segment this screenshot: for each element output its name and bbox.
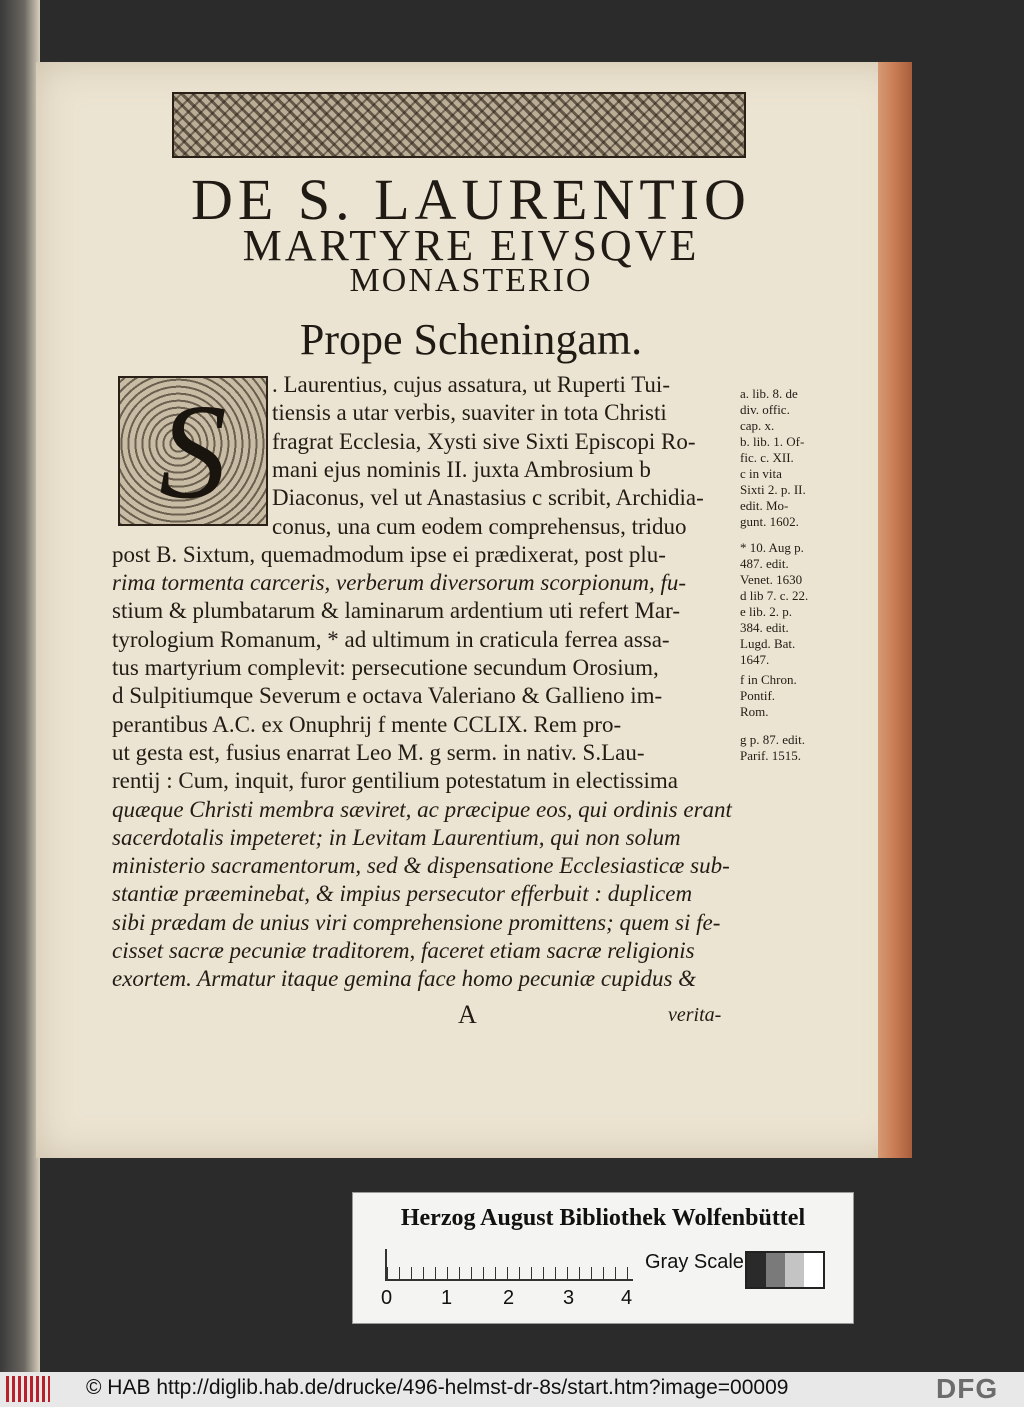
title-subtitle: Prope Scheningam. [299, 315, 643, 364]
margin-note: e lib. 2. p. [740, 604, 792, 619]
headpiece-ornament [172, 92, 746, 158]
body-line: mani ejus nominis II. juxta Ambrosium b [272, 456, 651, 482]
body-line: fragrat Ecclesia, Xysti sive Sixti Episcopi Ro- [272, 428, 696, 454]
ruler-number: 1 [441, 1287, 453, 1309]
body-line: tyrologium Romanum, * ad ultimum in craticula ferrea assa- [112, 626, 670, 652]
body-line: sacerdotalis impeteret; in Levitam Laurentium, qui non solum [112, 824, 681, 850]
scale-ruler [385, 1249, 633, 1281]
body-line: d Sulpitiumque Severum e octava Valeriano & Gallieno im- [112, 683, 663, 709]
margin-note: * 10. Aug p. [740, 540, 804, 555]
margin-note: Lugd. Bat. [740, 636, 796, 651]
body-line: rentij : Cum, inquit, furor gentilium potestatum in electissima [112, 768, 678, 794]
margin-note: 384. edit. [740, 620, 789, 635]
signature-mark: A [458, 1000, 477, 1029]
title-line-3: MONASTERIO [349, 262, 593, 299]
gray-swatch [804, 1253, 823, 1287]
margin-note: Parif. 1515. [740, 748, 802, 763]
body-line: sibi prædam de unius viri comprehensione promittens; quem si fe- [112, 909, 721, 935]
margin-note: Rom. [740, 704, 769, 719]
margin-note: g p. 87. edit. [740, 732, 805, 747]
body-line: ministerio sacramentorum, sed & dispensatione Ecclesiasticæ sub- [112, 853, 730, 879]
footer-copyright-link[interactable]: © HAB http://diglib.hab.de/drucke/496-helmst-dr-8s/start.htm?image=00009 [86, 1376, 789, 1399]
body-line: quæque Christi membra sæviret, ac præcipue eos, qui ordinis erant [112, 796, 732, 822]
margin-note: 487. edit. [740, 556, 789, 571]
margin-note: gunt. 1602. [740, 514, 799, 529]
gray-scale-swatches [745, 1251, 825, 1289]
body-line: tiensis a utar verbis, suaviter in tota Christi [272, 400, 667, 426]
body-line: post B. Sixtum, quemadmodum ipse ei prædixerat, post plu- [112, 541, 666, 567]
body-line: conus, una cum eodem comprehensus, triduo [272, 513, 687, 539]
gray-scale-label: Gray Scale [645, 1251, 744, 1273]
gray-swatch [766, 1253, 785, 1287]
ruler-number: 2 [503, 1287, 515, 1309]
body-line: tus martyrium complevit: persecutione secundum Orosium, [112, 655, 659, 680]
hab-logo-icon [6, 1376, 50, 1402]
body-line: stium & plumbatarum & laminarum ardentium uti refert Mar- [112, 598, 681, 624]
gray-swatch [785, 1253, 804, 1287]
margin-note: edit. Mo- [740, 498, 789, 513]
body-line: ut gesta est, fusius enarrat Leo M. g serm. in nativ. S.Lau- [112, 739, 645, 765]
title-line-2: MARTYRE EIVSQVE [242, 221, 700, 270]
decorated-initial [118, 376, 268, 526]
body-line: rima tormenta carceris, verberum diversorum scorpionum, fu- [112, 570, 687, 596]
margin-note: Pontif. [740, 688, 776, 703]
ruler-number: 0 [381, 1287, 393, 1309]
margin-note: a. lib. 8. de [740, 386, 798, 401]
drop-cap-letter: S [159, 377, 227, 527]
ruler-number: 4 [621, 1287, 633, 1309]
body-line: Diaconus, vel ut Anastasius c scribit, Archidia- [272, 485, 704, 511]
margin-note: d lib 7. c. 22. [740, 588, 809, 603]
body-line: perantibus A.C. ex Onuphrij f mente CCLIX. Rem pro- [112, 711, 622, 737]
margin-note: b. lib. 1. Of- [740, 434, 805, 449]
body-line: stantiæ præeminebat, & impius persecutor efferbuit : duplicem [112, 881, 693, 907]
ruler-number: 3 [563, 1287, 575, 1309]
library-color-card [352, 1192, 854, 1324]
title-line-1: DE S. LAURENTIO [191, 167, 751, 232]
margin-note: div. offic. [740, 402, 790, 417]
body-line: exortem. Armatur itaque gemina face homo pecuniæ cupidus & [112, 966, 697, 992]
dfg-logo: DFG [936, 1373, 999, 1404]
body-line: . Laurentius, cujus assatura, ut Ruperti Tui- [272, 372, 670, 397]
margin-note: Sixti 2. p. II. [740, 482, 806, 497]
library-name: Herzog August Bibliothek Wolfenbüttel [400, 1205, 806, 1231]
scan-background [0, 0, 40, 1372]
margin-note: 1647. [740, 652, 770, 667]
footer-bar [0, 1372, 1024, 1407]
margin-note: c in vita [740, 466, 782, 481]
gray-swatch [747, 1253, 766, 1287]
catchword: verita- [668, 1004, 722, 1026]
body-line: cisset sacræ pecuniæ traditorem, faceret etiam sacræ religionis [112, 938, 695, 963]
margin-note: cap. x. [740, 418, 775, 433]
margin-note: fic. c. XII. [740, 450, 794, 465]
margin-note: f in Chron. [740, 672, 797, 687]
margin-note: Venet. 1630 [740, 572, 803, 587]
